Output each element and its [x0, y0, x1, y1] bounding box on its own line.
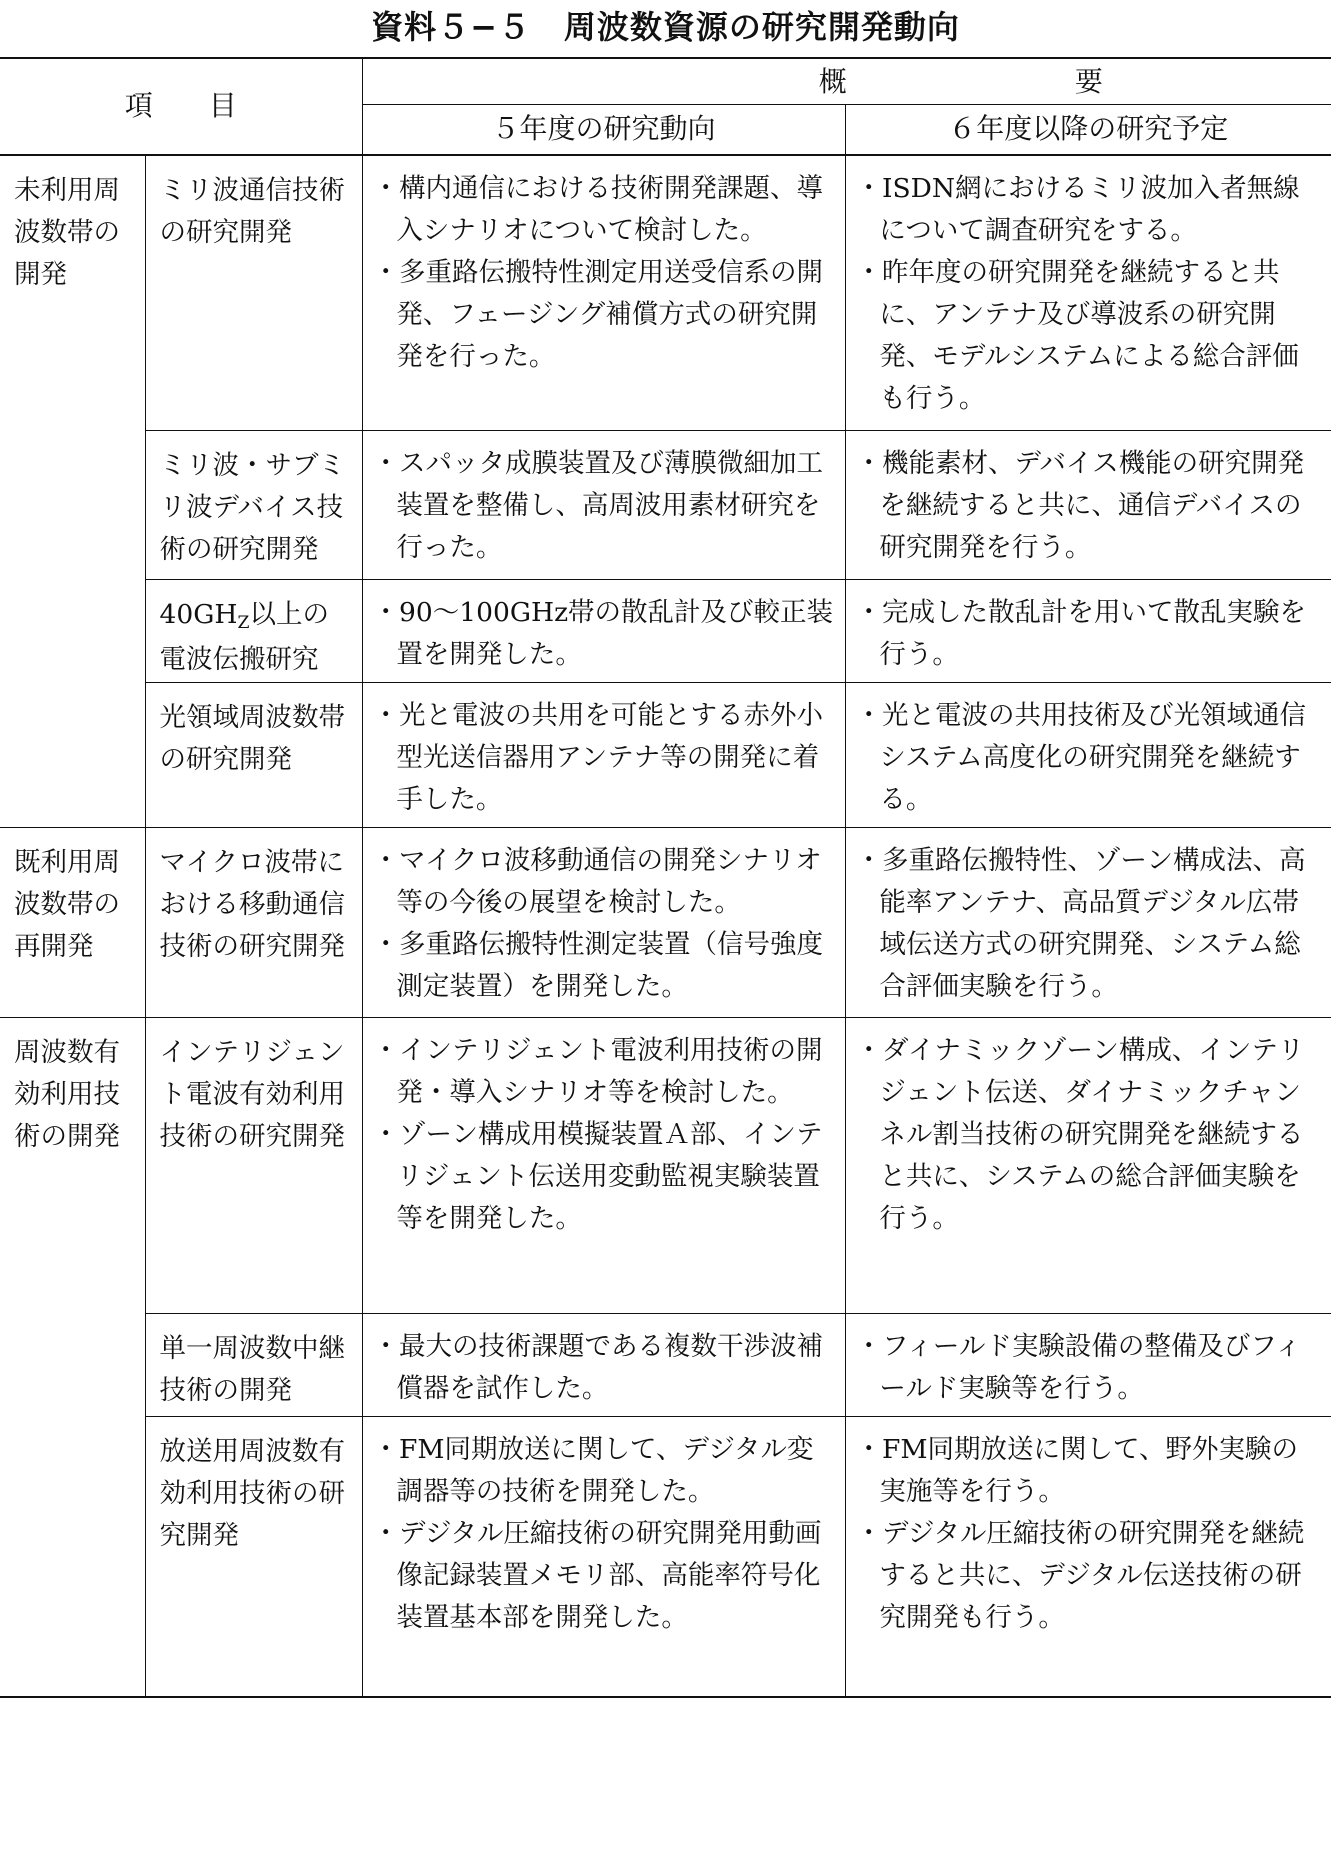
- fy5-cell: [362, 828, 845, 1018]
- page-title: 資料５−５ 周波数資源の研究開発動向: [371, 8, 960, 46]
- subject-cell: ミリ波・サブミリ波デバイス技術の研究開発: [145, 431, 362, 580]
- subject-cell: インテリジェント電波有効利用技術の研究開発: [145, 1018, 362, 1314]
- fy5-cell: [362, 1417, 845, 1697]
- fy5-cell: [362, 1314, 845, 1417]
- fy6-cell: [845, 1018, 1331, 1314]
- header-summary: [362, 58, 1331, 105]
- bullet-item: ・光と電波の共用技術及び光領域通信システム高度化の研究開発を継続する。: [855, 700, 1307, 815]
- subject-cell: ミリ波通信技術の研究開発: [145, 155, 362, 431]
- bullet-item: ・多重路伝搬特性、ゾーン構成法、高能率アンテナ、高品質デジタル広帯域伝送方式の研究開発、システム総合評価実験を行う。: [855, 845, 1306, 1002]
- fy6-cell: [845, 1417, 1331, 1697]
- table-row: [0, 431, 1331, 580]
- fy6-cell: [845, 828, 1331, 1018]
- subject-cell: $40GH_Z$以上の電波伝搬研究: [145, 580, 362, 683]
- table-row: [0, 828, 1331, 1018]
- bullet-item: ・FM同期放送に関して、野外実験の実施等を行う。: [855, 1434, 1299, 1507]
- subject-cell: 光領域周波数帯の研究開発: [145, 683, 362, 828]
- fy6-cell: [845, 1314, 1331, 1417]
- bullet-item: ・完成した散乱計を用いて散乱実験を行う。: [855, 597, 1307, 670]
- bullet-item: ・インテリジェント電波利用技術の開発・導入シナリオ等を検討した。: [372, 1035, 823, 1108]
- bullet-item: ・90〜100GHz帯の散乱計及び較正装置を開発した。: [372, 597, 834, 670]
- category-cell: 未利用周波数帯の開発: [0, 155, 145, 828]
- fy5-cell: [362, 683, 845, 828]
- header-summary-left: 概: [818, 64, 847, 98]
- bullet-item: ・機能素材、デバイス機能の研究開発を継続すると共に、通信デバイスの研究開発を行う。: [855, 448, 1305, 563]
- bullet-item: ・ゾーン構成用模擬装置Ａ部、インテリジェント伝送用変動監視実験装置等を開発した。: [372, 1119, 823, 1234]
- header-fy5: ５年度の研究動向: [362, 105, 845, 155]
- table-row: [0, 1417, 1331, 1697]
- fy5-cell: [362, 431, 845, 580]
- header-summary-right: 要: [1074, 64, 1103, 98]
- category-cell: 周波数有効利用技術の開発: [0, 1018, 145, 1697]
- bullet-item: ・デジタル圧縮技術の研究開発用動画像記録装置メモリ部、高能率符号化装置基本部を開発した。: [372, 1518, 822, 1633]
- bullet-item: ・最大の技術課題である複数干渉波補償器を試作した。: [372, 1331, 824, 1404]
- bullet-item: ・ISDN網におけるミリ波加入者無線について調査研究をする。: [855, 172, 1300, 246]
- table-row: [0, 683, 1331, 828]
- bullet-item: ・ダイナミックゾーン構成、インテリジェント伝送、ダイナミックチャンネル割当技術の研究開発を継続すると共に、システムの総合評価実験を行う。: [855, 1035, 1305, 1234]
- subject-cell: 放送用周波数有効利用技術の研究開発: [145, 1417, 362, 1697]
- table-row: [0, 1314, 1331, 1417]
- bullet-item: ・フィールド実験設備の整備及びフィールド実験等を行う。: [855, 1331, 1302, 1404]
- fy5-cell: [362, 580, 845, 683]
- bullet-item: ・構内通信における技術開発課題、導入シナリオについて検討した。: [372, 172, 824, 246]
- fy6-cell: [845, 431, 1331, 580]
- research-table: [0, 57, 1331, 1698]
- bullet-item: ・多重路伝搬特性測定装置（信号強度測定装置）を開発した。: [372, 929, 824, 1002]
- subject-cell: 単一周波数中継技術の開発: [145, 1314, 362, 1417]
- header-item: [0, 58, 362, 155]
- bullet-item: ・多重路伝搬特性測定用送受信系の開発、フェージング補償方式の研究開発を行った。: [372, 256, 824, 372]
- fy6-cell: [845, 580, 1331, 683]
- bullet-item: ・昨年度の研究開発を継続すると共に、アンテナ及び導波系の研究開発、モデルシステムによる総合評価も行う。: [855, 256, 1299, 414]
- fy6-cell: [845, 155, 1331, 431]
- category-cell: 既利用周波数帯の再開発: [0, 828, 145, 1018]
- bullet-item: ・デジタル圧縮技術の研究開発を継続すると共に、デジタル伝送技術の研究開発も行う。: [855, 1518, 1305, 1633]
- bullet-item: ・スパッタ成膜装置及び薄膜微細加工装置を整備し、高周波用素材研究を行った。: [372, 448, 824, 563]
- fy5-cell: [362, 1018, 845, 1314]
- bullet-item: ・光と電波の共用を可能とする赤外小型光送信器用アンテナ等の開発に着手した。: [372, 700, 824, 815]
- header-item-label: 項 目: [124, 89, 237, 123]
- bullet-item: ・FM同期放送に関して、デジタル変調器等の技術を開発した。: [372, 1434, 814, 1507]
- fy6-cell: [845, 683, 1331, 828]
- table-row: [0, 155, 1331, 431]
- fy5-cell: [362, 155, 845, 431]
- bullet-item: ・マイクロ波移動通信の開発シナリオ等の今後の展望を検討した。: [372, 845, 822, 918]
- subscript-z: Z: [237, 613, 250, 634]
- subject-cell: マイクロ波帯における移動通信技術の研究開発: [145, 828, 362, 1018]
- table-row: [0, 580, 1331, 683]
- header-fy6: ６年度以降の研究予定: [845, 105, 1331, 155]
- table-row: [0, 1018, 1331, 1314]
